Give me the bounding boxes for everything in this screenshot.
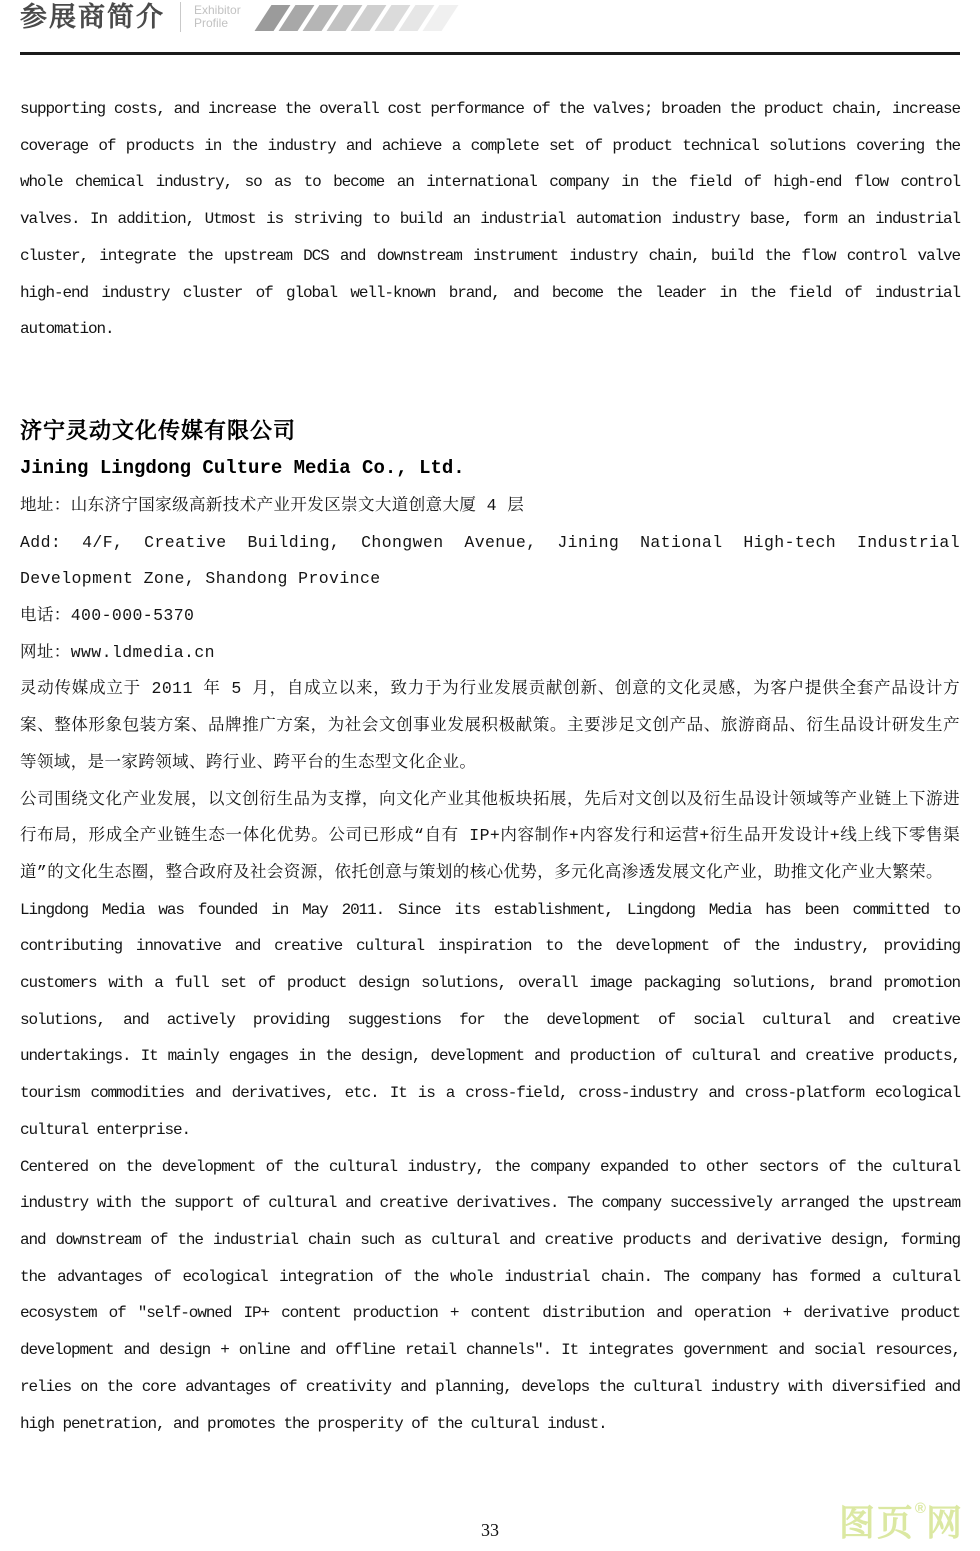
header-rule bbox=[20, 52, 960, 55]
page-subtitle-line1: Exhibitor bbox=[194, 3, 241, 17]
company-profile-en-2: Centered on the development of the cultural industry, the company expanded to other sectors of the cultural industry with the support of cultural and creative derivatives. The company successively arranged the upstream and downstream of the industrial chain such as cultural and creative products and derivative design, forming the advantages of ecological integration of the whole industrial chain. The company has formed a cultural ecosystem of "self-owned IP+ content production + content distribution and operation + derivative product development and design + online and offline retail channels". It integrates government and social resources, relies on the core advantages of creativity and planning, develops the cultural industry with diversified and high penetration, and promotes the prosperity of the cultural indust. bbox=[20, 1157, 960, 1433]
company-name-zh: 济宁灵动文化传媒有限公司 bbox=[20, 417, 297, 443]
page-title: 参展商简介 bbox=[20, 2, 165, 32]
company-address-zh: 地址：山东济宁国家级高新技术产业开发区崇文大道创意大厦 4 层 bbox=[20, 495, 525, 515]
company-website: 网址：www.ldmedia.cn bbox=[20, 642, 215, 662]
intro-paragraph: supporting costs, and increase the overall cost performance of the valves; broaden the product chain, increase coverage of products in the industry and achieve a complete set of product technical solutions covering the whole chemical industry, so as to become an international company in the field of high-end flow control valves. In addition, Utmost is striving to build an industrial automation industry base, form an industrial cluster, integrate the upstream DCS and downstream instrument industry chain, build the flow control valve high-end industry cluster of global well-known brand, and become the leader in the field of industrial automation. bbox=[20, 100, 960, 339]
company-profile-zh-1: 灵动传媒成立于 2011 年 5 月，自成立以来，致力于为行业发展贡献创新、创意的文化灵感，为客户提供全套产品设计方案、整体形象包装方案、品牌推广方案，为社会文创事业发展积极献策。主要涉足文创产品、旅游商品、衍生品设计研发生产等领域，是一家跨领域、跨行业、跨平台的生态型文化企业。 bbox=[20, 679, 960, 772]
page-subtitle bbox=[194, 2, 241, 30]
company-phone: 电话：400-000-5370 bbox=[20, 606, 195, 626]
watermark-logo bbox=[839, 1495, 964, 1546]
company-address-en: Add: 4/F, Creative Building, Chongwen Avenue, Jining National High-tech Industrial Development Zone, Shandong Province bbox=[20, 532, 960, 589]
company-profile-zh-2: 公司围绕文化产业发展，以文创衍生品为支撑，向文化产业其他板块拓展，先后对文创以及衍生品设计领域等产业链上下游进行布局，形成全产业链生态一体化优势。公司已形成“自有 IP+内容制作+内容发行和运营+衍生品开发设计+线上线下零售渠道”的文化生态圈，整合政府及社会资源，依托创意与策划的核心优势，多元化高渗透发展文化产业，助推文化产业大繁荣。 bbox=[20, 789, 960, 882]
watermark-text-1: 图页 bbox=[838, 1502, 915, 1543]
registered-mark-icon: ® bbox=[914, 1500, 926, 1517]
header-divider bbox=[180, 2, 181, 32]
watermark-text-2: 网 bbox=[925, 1502, 964, 1543]
page-subtitle-line2: Profile bbox=[194, 16, 229, 30]
page-number: 33 bbox=[481, 1520, 499, 1540]
company-name-en: Jining Lingdong Culture Media Co., Ltd. bbox=[20, 456, 465, 479]
company-details bbox=[20, 488, 960, 1442]
company-profile-en-1: Lingdong Media was founded in May 2011. Since its establishment, Lingdong Media has been committed to contributing innovative and creative cultural inspiration to the development of the industry, providing customers with a full set of product design solutions, overall image packaging solutions, brand promotion solutions, and actively providing suggestions for the development of social cultural and creative undertakings. It mainly engages in the design, development and production of cultural and creative products, tourism commodities and derivatives, etc. It is a cross-field, cross-industry and cross-platform ecological cultural enterprise. bbox=[20, 900, 960, 1139]
company-section bbox=[20, 418, 960, 1442]
header-stripes bbox=[263, 5, 450, 31]
page-header bbox=[20, 0, 960, 36]
